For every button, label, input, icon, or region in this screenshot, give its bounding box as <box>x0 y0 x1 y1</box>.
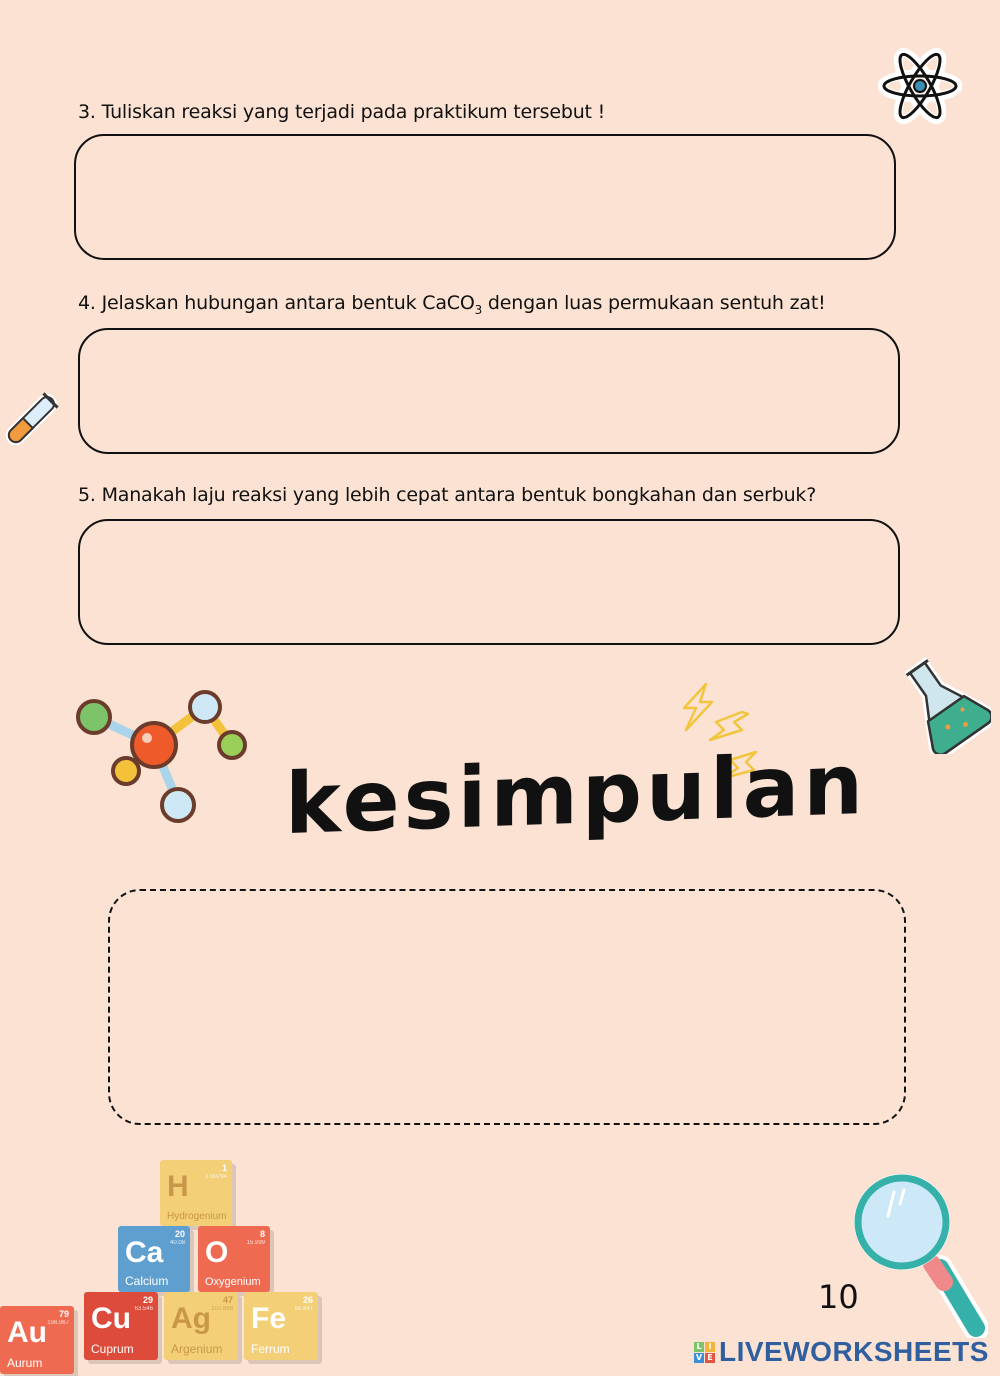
question-4-text-post: dengan luas permukaan sentuh zat! <box>482 292 826 314</box>
element-number: 8 <box>259 1229 265 1239</box>
element-tile-ca <box>118 1226 190 1292</box>
element-name: Hydrogenium <box>167 1211 227 1222</box>
molecule-icon <box>70 685 255 830</box>
page-number: 10 <box>818 1278 859 1316</box>
element-symbol: O <box>205 1236 229 1269</box>
element-tile-fe <box>244 1292 318 1360</box>
brand-logo-letter: I <box>705 1342 715 1352</box>
element-symbol: Fe <box>251 1302 287 1335</box>
question-4-text-pre: 4. Jelaskan hubungan antara bentuk CaCO <box>78 292 475 314</box>
element-number: 20 <box>174 1229 185 1239</box>
element-tile-ag <box>164 1292 238 1360</box>
brand-logo-icon <box>694 1342 715 1363</box>
element-mass: 63.546 <box>134 1306 153 1312</box>
atom-icon <box>878 44 962 128</box>
element-symbol: Cu <box>91 1302 131 1335</box>
element-name: Argenium <box>171 1342 223 1356</box>
element-symbol: Ag <box>171 1302 211 1335</box>
question-5-label: 5. Manakah laju reaksi yang lebih cepat antara bentuk bongkahan dan serbuk? <box>78 484 817 506</box>
element-symbol: Ca <box>125 1236 164 1269</box>
element-tile-h <box>160 1160 232 1226</box>
question-3-answer-field[interactable] <box>74 134 896 260</box>
element-number: 47 <box>222 1295 233 1305</box>
question-3-label: 3. Tuliskan reaksi yang terjadi pada praktikum tersebut ! <box>78 101 606 123</box>
element-tile-cu <box>84 1292 158 1360</box>
section-title: kesimpulan <box>285 734 868 854</box>
test-tube-icon <box>0 388 60 454</box>
brand-name: LIVEWORKSHEETS <box>719 1336 989 1367</box>
element-mass: 15.999 <box>246 1240 265 1246</box>
element-mass: 40.08 <box>169 1240 185 1246</box>
element-tile-o <box>198 1226 270 1292</box>
flask-icon <box>893 652 991 754</box>
question-5-answer-field[interactable] <box>78 519 900 645</box>
brand-watermark <box>694 1336 989 1368</box>
element-symbol: Au <box>7 1316 47 1349</box>
element-name: Ferrum <box>251 1342 290 1356</box>
element-name: Aurum <box>7 1356 43 1370</box>
question-4-subscript: 3 <box>474 302 483 317</box>
element-number: 79 <box>58 1309 69 1319</box>
element-mass: 55.847 <box>294 1306 313 1312</box>
element-number: 29 <box>142 1295 153 1305</box>
conclusion-answer-field[interactable] <box>108 889 906 1125</box>
element-symbol: H <box>167 1170 189 1203</box>
element-tile-au <box>0 1306 74 1374</box>
magnifier-icon <box>848 1168 988 1338</box>
question-4-label <box>78 292 825 317</box>
element-mass: 1.00794 <box>205 1174 227 1180</box>
element-name: Cuprum <box>91 1342 134 1356</box>
element-number: 1 <box>221 1163 227 1173</box>
element-number: 26 <box>302 1295 313 1305</box>
element-name: Oxygenium <box>205 1276 261 1288</box>
brand-logo-letter: V <box>695 1352 703 1362</box>
brand-logo-letter: E <box>705 1353 715 1363</box>
brand-logo-letter: L <box>694 1342 704 1352</box>
element-name: Calcium <box>125 1274 169 1288</box>
element-mass: 196.967 <box>47 1320 69 1326</box>
question-4-answer-field[interactable] <box>78 328 900 454</box>
element-mass: 107.868 <box>211 1306 233 1312</box>
